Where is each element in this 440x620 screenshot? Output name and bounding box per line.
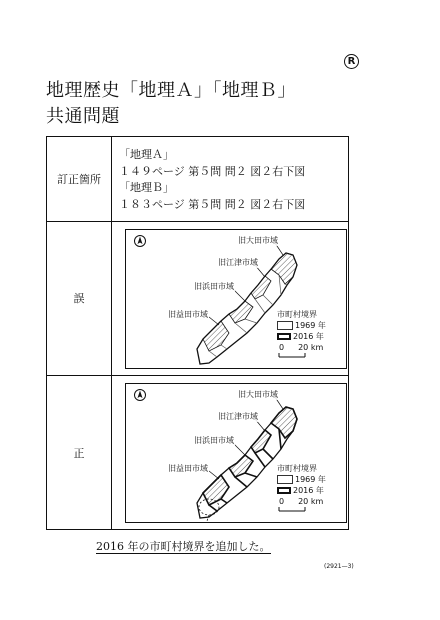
registered-mark: R xyxy=(344,54,359,69)
correction-line-1: 「地理Ａ」 xyxy=(119,148,174,161)
label-gotsu: 旧江津市域 xyxy=(218,258,258,267)
table-column-divider xyxy=(111,137,112,529)
north-arrow-icon xyxy=(135,390,146,401)
scale-bar xyxy=(279,353,305,357)
legend-1969-swatch xyxy=(277,475,293,484)
scale-20km: 20 km xyxy=(298,343,324,352)
scale-bar xyxy=(279,507,305,511)
legend-2016-swatch xyxy=(277,333,291,340)
wrong-label: 誤 xyxy=(73,292,85,305)
correction-location-label: 訂正箇所 xyxy=(57,173,101,186)
legend-2016-label: 2016 年 xyxy=(293,332,324,341)
correction-line-4: １８３ページ 第５問 問２ 図２右下図 xyxy=(119,197,306,211)
north-arrow-icon xyxy=(135,236,146,247)
page-title: 地理歴史「地理Ａ」「地理Ｂ」 xyxy=(46,80,296,101)
correction-table xyxy=(46,136,349,530)
page-subtitle: 共通問題 xyxy=(46,106,120,127)
legend-1969-swatch xyxy=(277,321,293,330)
wrong-map xyxy=(125,229,347,369)
label-masuda: 旧益田市域 xyxy=(168,310,208,319)
map-legend xyxy=(277,463,326,507)
legend-1969-label: 1969 年 xyxy=(295,321,326,330)
legend-1969-label: 1969 年 xyxy=(295,475,326,484)
legend-title: 市町村境界 xyxy=(277,310,317,319)
label-hamada: 旧浜田市域 xyxy=(194,282,234,291)
label-oda: 旧大田市域 xyxy=(238,390,278,399)
correct-label: 正 xyxy=(73,447,85,460)
legend-title: 市町村境界 xyxy=(277,464,317,473)
scale-20km: 20 km xyxy=(298,497,324,506)
correction-note: 2016 年の市町村境界を追加した。 xyxy=(96,540,271,553)
scale-zero: 0 xyxy=(279,497,285,506)
map-legend xyxy=(277,309,326,353)
correction-location-text xyxy=(119,147,305,213)
legend-2016-swatch xyxy=(277,487,291,494)
label-gotsu: 旧江津市域 xyxy=(218,412,258,421)
correction-line-3: 「地理Ｂ」 xyxy=(119,181,174,194)
legend-2016-label: 2016 年 xyxy=(293,486,324,495)
page-code: (2921—3) xyxy=(324,563,354,570)
scale-zero: 0 xyxy=(279,343,285,352)
label-oda: 旧大田市域 xyxy=(238,236,278,245)
correction-line-2: １４９ページ 第５問 問２ 図２右下図 xyxy=(119,164,306,178)
correct-map xyxy=(125,383,347,523)
label-hamada: 旧浜田市域 xyxy=(194,436,234,445)
label-masuda: 旧益田市域 xyxy=(168,464,208,473)
